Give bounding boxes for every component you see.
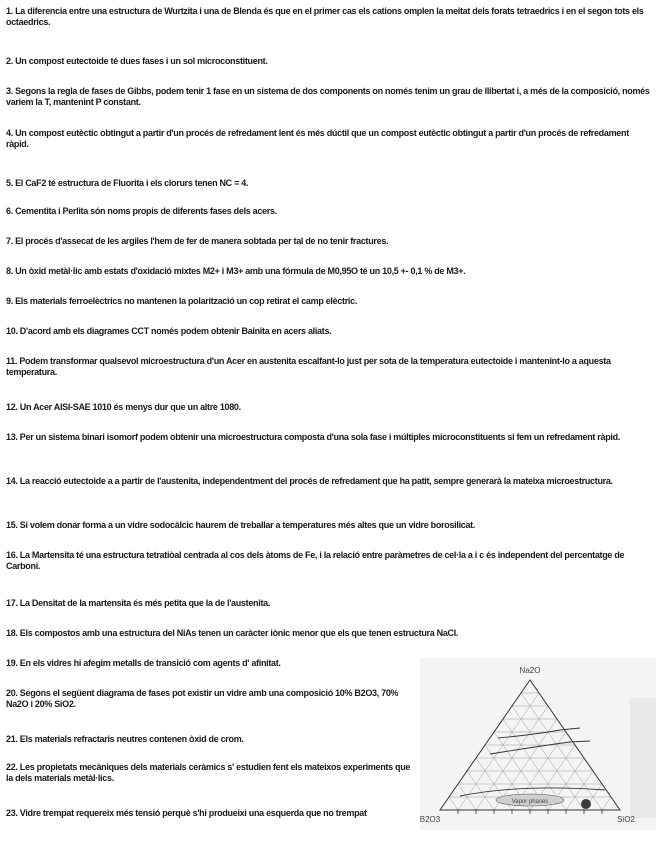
question-23: 23. Vidre trempat requereix més tensió perquè s'hi produeixi una esquerda que no trempat bbox=[6, 808, 367, 818]
question-4: 4. Un compost eutèctic obtingut a partir d'un procés de refredament lent és més dúctil que un compost eutèctic obtingut a partir d'un procés de refredament ràpid. bbox=[6, 128, 629, 149]
question-15: 15. Si volem donar forma a un vidre sodocàlcic haurem de treballar a temperatures més altes que un vidre borosilicat. bbox=[6, 520, 476, 530]
question-9: 9. Els materials ferroelèctrics no mantenen la polarització un cop retirat el camp elèctric. bbox=[6, 296, 358, 306]
diagram-right-panel bbox=[630, 698, 656, 818]
question-11: 11. Podem transformar qualsevol microestructura d'un Acer en austenita escalfant-lo just per sota de la temperatura eutectoide i mantenint-lo a aquesta temperatura. bbox=[6, 356, 611, 377]
question-5: 5. El CaF2 té estructura de Fluorita i els clorurs tenen NC = 4. bbox=[6, 178, 249, 188]
question-16: 16. La Martensita té una estructura tetratiòal centrada al cos dels àtoms de Fe, i la relació entre paràmetres de cel·la a i c és independent del percentatge de Carboni. bbox=[6, 550, 625, 571]
question-10: 10. D'acord amb els diagrames CCT només podem obtenir Bainita en acers aliats. bbox=[6, 326, 332, 336]
question-19: 19. En els vidres hi afegim metalls de transició com agents d' afinitat. bbox=[6, 658, 281, 668]
question-18: 18. Els compostos amb una estructura del NiAs tenen un caràcter iònic menor que els que tenen estructura NaCl. bbox=[6, 628, 459, 638]
question-2: 2. Un compost eutectoide té dues fases i un sol microconstituent. bbox=[6, 56, 268, 66]
question-14: 14. La reacció eutectoide a a partir de l'austenita, independentment del procés de refredament que ha patit, sempre generarà la mateixa microestructura. bbox=[6, 476, 613, 486]
question-7: 7. El procés d'assecat de les argiles l'hem de fer de manera sobtada per tal de no tenir fractures. bbox=[6, 236, 389, 246]
question-12: 12. Un Acer AISI-SAE 1010 és menys dur que un altre 1080. bbox=[6, 402, 241, 412]
question-20: 20. Segons el següent diagrama de fases pot existir un vidre amb una composició 10% B2O3, 70% Na2O i 20% SiO2. bbox=[6, 688, 399, 709]
question-22: 22. Les propietats mecàniques dels materials ceràmics s' estudien fent els mateixos experiments que la dels materials metàl·lics. bbox=[6, 762, 411, 783]
question-1: 1. La diferencia entre una estructura de Wurtzita i una de Blenda és que en el primer cas els cations omplen la meitat dels forats tetraedrics i en el segon tots els octaedrics. bbox=[6, 6, 644, 27]
question-3: 3. Segons la regla de fases de Gibbs, podem tenir 1 fase en un sistema de dos components on només tenim un grau de llibertat i, a més de la composició, només variem la T, mantenint P constant. bbox=[6, 86, 650, 107]
ternary-phase-diagram bbox=[420, 658, 656, 830]
question-21: 21. Els materials refractaris neutres contenen òxid de crom. bbox=[6, 734, 244, 744]
question-13: 13. Per un sistema binari isomorf podem obtenir una microestructura composta d'una sola fase i múltiples microconstituents si fem un refredament ràpid. bbox=[6, 432, 620, 442]
question-8: 8. Un òxid metàl·lic amb estats d'oxidació mixtes M2+ i M3+ amb una fórmula de M0,95O té un 10,5 +- 0,1 % de M3+. bbox=[6, 266, 466, 276]
region-label: Vapor phases bbox=[511, 799, 549, 805]
question-17: 17. La Densitat de la martensita és més petita que la de l'austenita. bbox=[6, 598, 271, 608]
vertex-label-b2o3: B2O3 bbox=[420, 815, 441, 824]
vertex-label-sio2: SiO2 bbox=[617, 815, 635, 824]
composition-point bbox=[581, 799, 591, 809]
vertex-label-na2o: Na2O bbox=[519, 666, 541, 675]
question-6: 6. Cementita i Perlita són noms propis de diferents fases dels acers. bbox=[6, 206, 277, 216]
